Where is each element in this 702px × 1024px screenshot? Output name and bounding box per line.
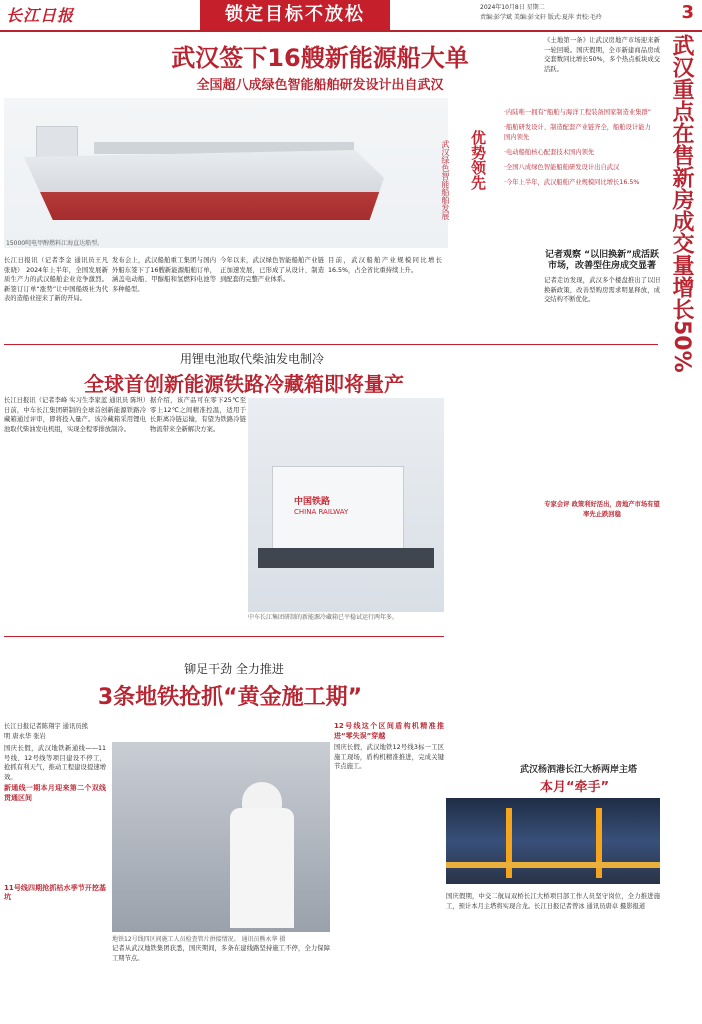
article3-body-text: 国庆长假，武汉地铁新通线——11号线、12号线等项目建设不停工，抢抓有利天气，推动工程建设提速增效。	[4, 745, 106, 781]
section-banner: 锁定目标不放松	[200, 0, 390, 30]
ship-photo-caption: 15000吨电甲醇燃料江海直达船型。	[6, 240, 104, 247]
ship-hull-shape	[24, 150, 384, 220]
bullet-item: ·内陆唯一拥有“船舶与海洋工程装备国家制造业集群”	[504, 109, 652, 116]
article3-body-col2: 记者从武汉地铁集团获悉，国庆期间，多条在建线路坚持施工不停，全力保障工期节点。	[112, 945, 330, 962]
section-divider	[4, 636, 444, 637]
article3-kicker: 铆足干劲 全力推进	[184, 662, 284, 676]
article3-body-col3	[334, 720, 444, 772]
article1-body-col3: 今年以来，武汉绿色智能船舶产业链正加速发展，已形成了从设计、制造到配套的完整产业体系。	[220, 257, 324, 284]
article3-body-text-3: 国庆长假，武汉地铁12号线3标一工区施工现场，盾构机精准推进，完成关键节点施工。	[334, 744, 444, 771]
bridge-kicker: 武汉杨泗港长江大桥两岸主塔	[520, 765, 638, 775]
article2-body-col2: 据介绍，该产品可在零下25℃至零上12℃之间精准控温，适用于长距离冷链运输，有望为铁路冷链物流带来全新解决方案。	[150, 397, 246, 433]
bridge-deck-shape	[446, 862, 660, 868]
article3-subhead-2: 11号线四期抢抓枯水季节开挖基坑	[4, 883, 106, 902]
ship-photo	[4, 98, 448, 248]
helmet-shape	[242, 782, 282, 810]
article2-kicker: 用锂电池取代柴油发电制冷	[180, 352, 325, 366]
railway-container-photo	[248, 398, 444, 612]
right-body-top: 《土地第一条》让武汉房地产市场迎来新一轮回暖。国庆假期，全市新建商品房成交套数同比增长50%，多个热点板块成交活跃。	[544, 37, 660, 73]
masthead	[0, 0, 702, 32]
highlight-badge: 优势领先	[469, 130, 487, 190]
article3-body-col1	[4, 744, 106, 905]
article1-body-col4: 目前，武汉船舶产业规模同比增长16.5%，占全省比重持续上升。	[328, 257, 442, 274]
article1-headline: 武汉签下16艘新能源船大单	[171, 44, 469, 72]
publish-date: 2024年10月8日 星期二	[480, 4, 545, 11]
article2-headline: 全球首创新能源铁路冷藏箱即将量产	[84, 372, 404, 396]
bullet-item: ·船舶研发设计、制造配套产业链齐全，船舶设计能力国内领先	[504, 124, 651, 141]
highlight-bullets	[504, 108, 652, 193]
highlight-subtitle: 武汉绿色智能船舶发展	[441, 140, 450, 220]
right-body-bottom: 记者走访发现，武汉多个楼盘推出了以旧换新政策，改善型购房需求明显释放，成交结构不断优化。	[544, 277, 660, 304]
container-logo-en: CHINA RAILWAY	[294, 508, 349, 516]
right-vertical-headline: 武汉重点在售新房成交量增长50%	[669, 34, 694, 373]
section-divider	[4, 344, 658, 345]
bullet-item: ·今年上半年，武汉船舶产业规模同比增长16.5%	[504, 179, 640, 186]
article1-subheadline: 全国超八成绿色智能船舶研发设计出自武汉	[196, 78, 444, 93]
article3-byline: 长江日报记者陈翔宇 通讯员熊明 唐永华 张岩	[4, 723, 88, 740]
article1-body-col2: 发布会上，武汉船舶重工集团与国内外船东签下了16艘新能源船舶订单，涵盖电动船、甲醇船和氢燃料电池等多种船型。	[112, 257, 216, 293]
bridge-photo	[446, 798, 660, 884]
metro-worker-photo	[112, 742, 330, 932]
worker-shape	[230, 808, 294, 928]
page-number: 3	[681, 2, 694, 23]
right-expert-headline: 专家会评 政策利好活出，房地产市场有望率先止跌回稳	[544, 501, 660, 518]
article3-headline: 3条地铁抢抓“黄金施工期”	[97, 685, 363, 710]
article3-subhead-3: 12号线这个区间盾构机精准推进“零失误”穿越	[334, 722, 444, 740]
rail-car-frame	[258, 548, 434, 568]
right-box-headline: 记者观察 “以旧换新”成活跃市场，改善型住房成交显著	[545, 250, 659, 271]
bullet-item: ·电动船舶核心配套技术国内领先	[504, 149, 595, 156]
ship-bridge-shape	[36, 126, 78, 158]
bullet-item: ·全国八成绿色智能船舶研发设计出自武汉	[504, 164, 620, 171]
editor-credits: 责编:彭学斌 美编:彭文轩 版式:夏萍 责校:毛玲	[480, 14, 602, 21]
article3-subhead-1: 新通线一期本月迎来第二个双线贯通区间	[4, 784, 106, 802]
container-logo-cn: 中国铁路	[294, 497, 331, 507]
bridge-headline: 本月“牵手”	[540, 780, 610, 795]
article1-body-col1: 长江日报讯（记者李金 通讯员王凡 张晓） 2024年上半年，全国发展新质生产力的武汉船舶企业竞争激烈。新签订订单“涨势”让中国船级社为代表的造船业迎来了新的开局。	[4, 257, 108, 303]
worker-photo-caption: 地铁12号线四区间施工人员检查管片拼接情况。 通讯员熊永华 摄	[112, 936, 286, 943]
container-photo-caption: 中车长江集团研制的新能源冷藏箱已平稳试运行两年多。	[248, 614, 399, 621]
article2-body-col1: 长江日报讯（记者李峰 实习生李家蓝 通讯员 陈坦）日前，中车长江集团研制的全球首创新能源铁路冷藏箱通过评审，即将投入量产。该冷藏箱采用锂电池取代柴油发电机组，实现全程零排放制冷。	[4, 397, 146, 433]
newspaper-logo: 长江日报	[6, 6, 75, 25]
bridge-photo-caption: 国庆假期，中交二航局双桥长江大桥项目部工作人员坚守岗位，全力推进施工，预计本月主塔将实现合龙。长江日报记者曾冰 通讯员唐卓 摄影报道	[446, 893, 660, 910]
page-meta	[480, 3, 602, 23]
